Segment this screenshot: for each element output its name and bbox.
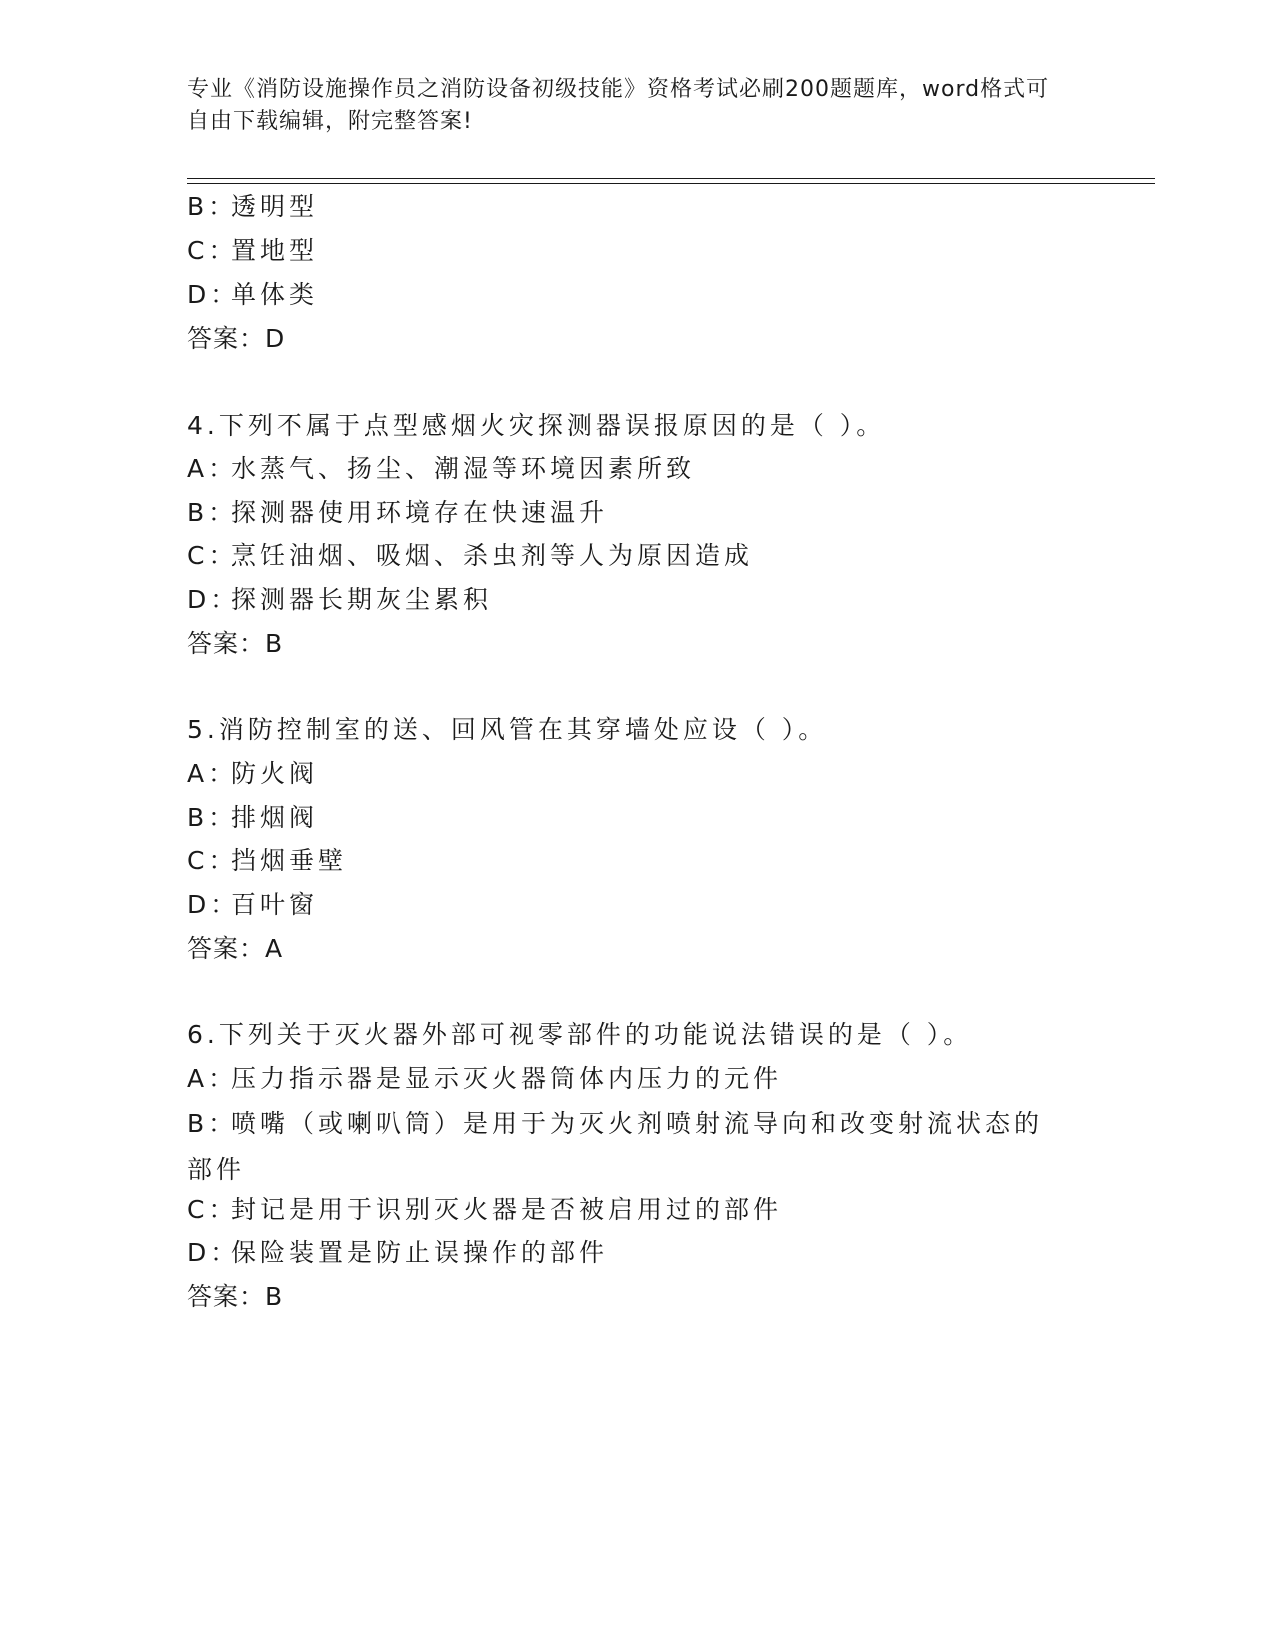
q4-question: 4.下列不属于点型感烟火灾探测器误报原因的是（ ）。 [187, 411, 886, 440]
option-text: 挡烟垂壁 [231, 846, 348, 875]
option-text: 探测器使用环境存在快速温升 [231, 498, 609, 527]
option-text: 单体类 [231, 280, 319, 309]
option-key: A： [187, 454, 238, 483]
option-text: 封记是用于识别灭火器是否被启用过的部件 [231, 1195, 783, 1224]
option-key: D： [187, 280, 240, 309]
q4-option-c [187, 539, 753, 573]
q3-option-d [187, 278, 318, 312]
option-key: B： [187, 803, 238, 832]
q3-answer: 答案：D [187, 324, 286, 353]
option-key: D： [187, 585, 240, 614]
q6-option-c [187, 1193, 782, 1227]
header-divider-top [187, 178, 1155, 179]
q3-option-b [187, 190, 318, 224]
option-text: 压力指示器是显示灭火器筒体内压力的元件 [231, 1064, 783, 1093]
option-key: B： [187, 192, 238, 221]
q4-option-b [187, 496, 608, 530]
q5-option-b [187, 801, 318, 835]
q5-option-d [187, 888, 318, 922]
header-text: 专业《消防设施操作员之消防设备初级技能》资格考试必刷200题题库，word格式可自由下载编辑，附完整答案! [187, 77, 1050, 134]
q4-option-d [187, 583, 492, 617]
q6-option-b [187, 1101, 1067, 1193]
q6-question: 6.下列关于灭火器外部可视零部件的功能说法错误的是（ ）。 [187, 1020, 973, 1049]
q4-option-a [187, 452, 695, 486]
option-text: 喷嘴（或喇叭筒）是用于为灭火剂喷射流导向和改变射流状态的部件 [187, 1109, 1044, 1184]
option-text: 排烟阀 [231, 803, 319, 832]
q5-option-a [187, 757, 318, 791]
option-key: B： [187, 1109, 238, 1138]
q5-question: 5.消防控制室的送、回风管在其穿墙处应设（ ）。 [187, 715, 828, 744]
option-text: 保险装置是防止误操作的部件 [231, 1238, 609, 1267]
option-text: 透明型 [231, 192, 319, 221]
option-text: 水蒸气、扬尘、潮湿等环境因素所致 [231, 454, 696, 483]
option-key: C： [187, 846, 238, 875]
page-header [187, 74, 1067, 138]
option-key: C： [187, 1195, 238, 1224]
option-key: D： [187, 890, 240, 919]
q5-answer: 答案：A [187, 934, 284, 963]
q6-answer: 答案：B [187, 1282, 284, 1311]
option-text: 置地型 [231, 236, 319, 265]
option-text: 防火阀 [231, 759, 319, 788]
q5-option-c [187, 844, 347, 878]
q6-option-a [187, 1062, 782, 1096]
header-divider-bottom [187, 183, 1155, 184]
option-key: B： [187, 498, 238, 527]
option-key: A： [187, 759, 238, 788]
option-text: 探测器长期灰尘累积 [231, 585, 493, 614]
option-key: A： [187, 1064, 238, 1093]
option-key: C： [187, 541, 238, 570]
option-text: 烹饪油烟、吸烟、杀虫剂等人为原因造成 [231, 541, 754, 570]
option-text: 百叶窗 [231, 890, 319, 919]
q3-option-c [187, 234, 318, 268]
q6-option-d [187, 1236, 608, 1270]
option-key: C： [187, 236, 238, 265]
option-key: D： [187, 1238, 240, 1267]
q4-answer: 答案：B [187, 629, 284, 658]
